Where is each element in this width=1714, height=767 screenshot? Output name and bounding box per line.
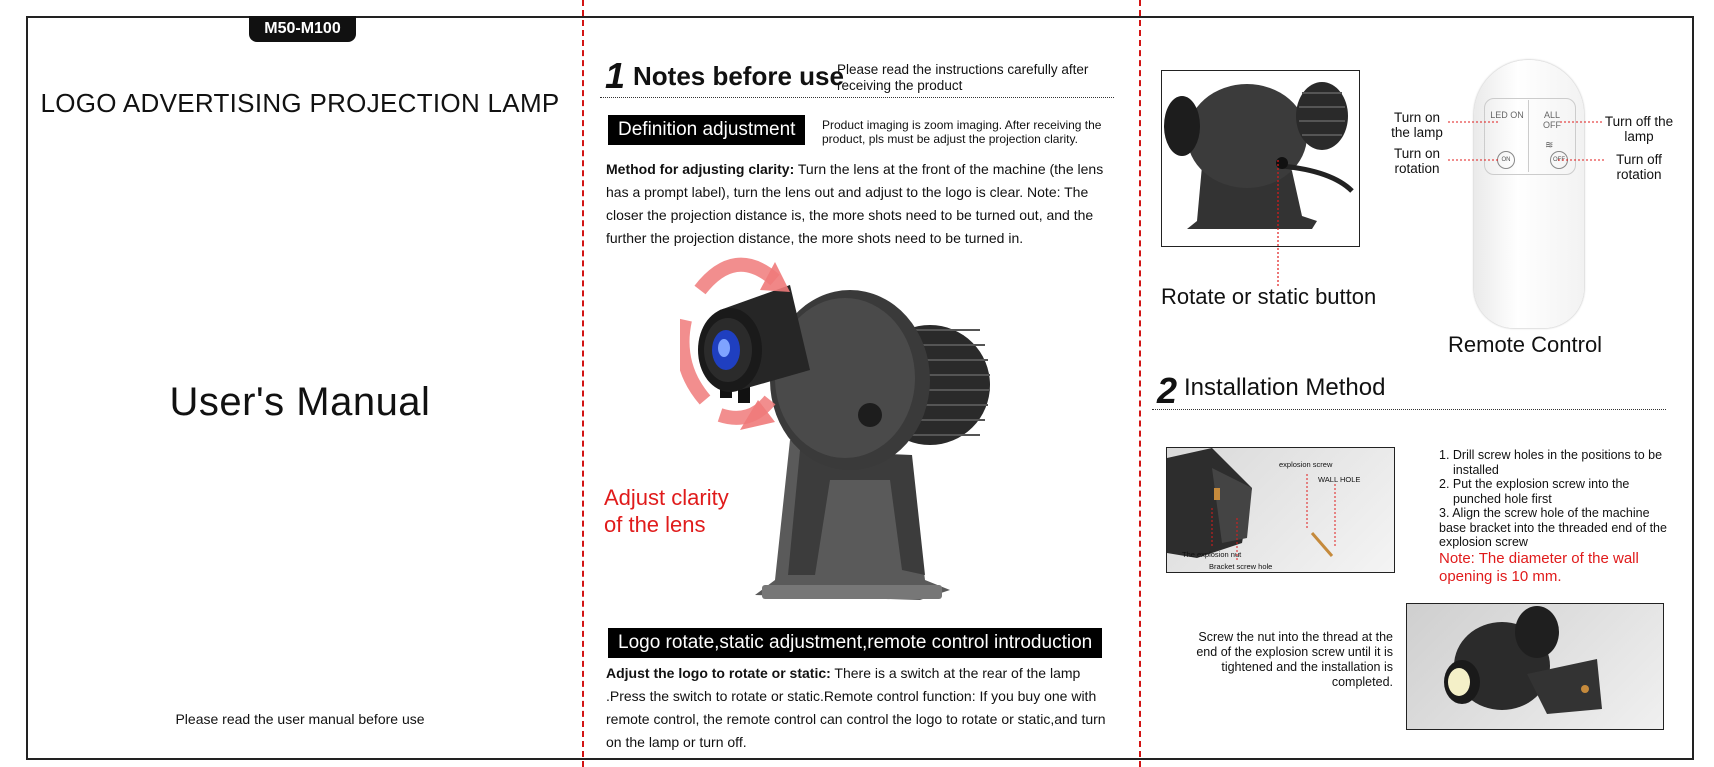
- label-wall-hole: WALL HOLE: [1318, 475, 1361, 484]
- wireless-icon: ≋: [1545, 140, 1554, 151]
- manual-title: User's Manual: [169, 380, 431, 424]
- lens-caption-line1: Adjust clarity: [604, 485, 729, 510]
- remote-label-leaders: [1440, 110, 1615, 170]
- label-bracket-hole: Bracket screw hole: [1209, 562, 1273, 571]
- installed-lamp-photo: [1406, 603, 1664, 730]
- installation-divider: [1152, 409, 1666, 410]
- installation-steps: [1439, 448, 1669, 586]
- cover-footer-note: Please read the user manual before use: [175, 711, 425, 727]
- lens-caption-line2: of the lens: [604, 512, 706, 537]
- installation-title: Installation Method: [1184, 374, 1386, 401]
- remote-led-on-button: LED ON: [1490, 110, 1524, 120]
- label-turn-off-lamp: Turn off the lamp: [1604, 114, 1674, 144]
- label-turn-off-rotation: Turn off rotation: [1616, 152, 1662, 182]
- rotate-label: Logo rotate,static adjustment,remote control introduction: [608, 628, 1102, 658]
- fold-line-left: [582, 0, 584, 767]
- rotate-button-photo: [1161, 70, 1360, 247]
- remote-caption: Remote Control: [1448, 332, 1603, 357]
- rotate-button-leader: [1276, 160, 1280, 286]
- product-title: LOGO ADVERTISING PROJECTION LAMP: [40, 88, 560, 118]
- installation-final-text: Screw the nut into the thread at the end of the explosion screw until it is tightened and the installation is completed.: [1196, 630, 1393, 689]
- model-tag: M50-M100: [249, 16, 356, 42]
- notes-subtitle: Please read the instructions carefully after receiving the product: [837, 62, 1089, 93]
- fold-line-right: [1139, 0, 1141, 767]
- label-explosion-nut: The explosion nut: [1182, 550, 1242, 559]
- notes-divider: [600, 97, 1114, 98]
- clarity-method-label: Method for adjusting clarity:: [606, 161, 795, 177]
- installation-step-1: 1. Drill screw holes in the positions to be installed: [1439, 448, 1663, 477]
- section-number-2: 2: [1157, 370, 1178, 411]
- rotate-method-label: Adjust the logo to rotate or static:: [606, 665, 831, 681]
- notes-title: Notes before use: [633, 61, 844, 91]
- definition-description: Product imaging is zoom imaging. After receiving the product, pls must be adjust the projection clarity.: [822, 118, 1102, 146]
- remote-off-button: OFF: [1550, 151, 1568, 169]
- clarity-method-text: Turn the lens at the front of the machine (the lens has a prompt label), turn the lens out and adjust to the logo is clear. Note: The closer the projection distance is, the more shots need to be turned out, and the further the projection distance, the more shots need to be turned in.: [606, 161, 1104, 246]
- remote-all-off-button: ALL OFF: [1543, 110, 1561, 130]
- label-turn-on-lamp: Turn on the lamp: [1391, 110, 1443, 140]
- installation-note: Note: The diameter of the wall opening is 10 mm.: [1439, 549, 1639, 585]
- projector-lens-illustration: [680, 250, 1010, 610]
- installation-diagram: [1166, 447, 1395, 573]
- lens-caption: [604, 484, 729, 538]
- label-explosion-screw: explosion screw: [1279, 460, 1333, 469]
- section-number-1: 1: [605, 55, 626, 96]
- installation-step-2: 2. Put the explosion screw into the punched hole first: [1439, 477, 1630, 506]
- rotate-method-paragraph: [606, 662, 1116, 754]
- rotate-method-text: There is a switch at the rear of the lamp .Press the switch to rotate or static.Remote control function: If you buy one with remote control, the remote control can control the logo to rotate or static,and turn on the lamp or turn off.: [606, 665, 1106, 750]
- rotate-button-caption: Rotate or static button: [1161, 284, 1377, 309]
- installation-step-3: 3. Align the screw hole of the machine base bracket into the threaded end of the explosion screw: [1439, 506, 1667, 549]
- label-turn-on-rotation: Turn on rotation: [1393, 146, 1441, 176]
- clarity-method-paragraph: [606, 158, 1106, 250]
- definition-label: Definition adjustment: [608, 115, 805, 145]
- remote-on-button: ON: [1497, 151, 1515, 169]
